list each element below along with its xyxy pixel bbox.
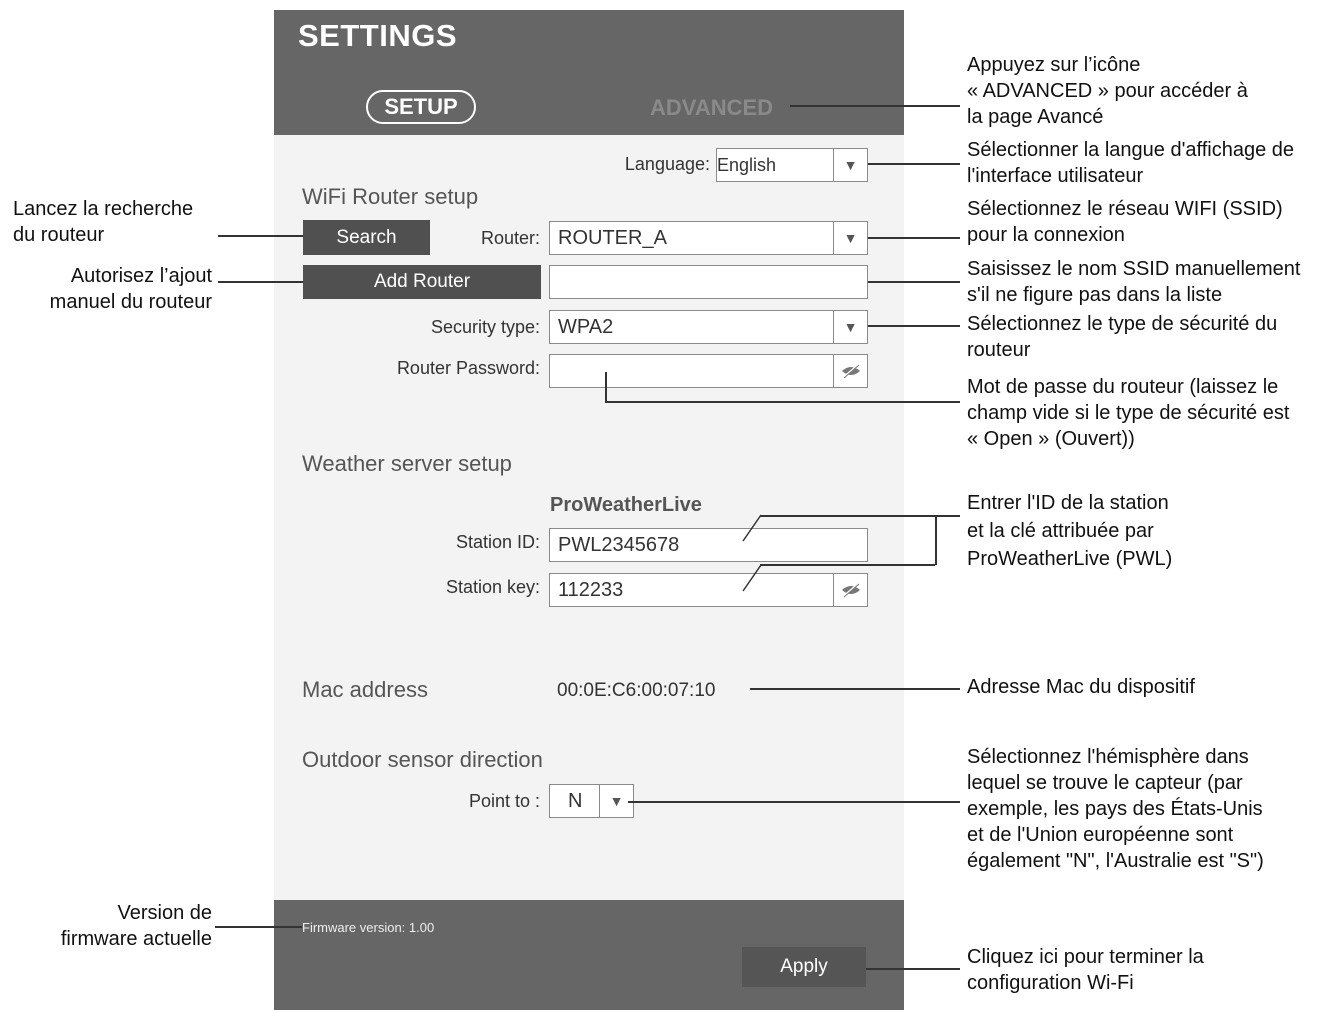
point-to-select[interactable] [549,784,634,818]
provider-name: ProWeatherLive [550,494,702,516]
security-type-value: WPA2 [558,316,614,338]
point-to-value: N [568,790,583,812]
callout-mac: Adresse Mac du dispositif [967,676,1195,698]
chevron-down-icon: ▼ [833,311,867,343]
point-to-label: Point to : [468,791,540,811]
station-key-value: 112233 [558,579,624,601]
language-label: Language: [624,154,710,174]
chevron-down-icon: ▼ [833,149,867,181]
callout-firmware: Version de firmware actuelle [60,902,212,950]
callout-line-router [868,237,960,239]
router-label: Router: [480,228,540,248]
station-key-label: Station key: [445,577,540,597]
chevron-down-icon: ▼ [833,222,867,254]
mac-address-label: Mac address [302,677,428,702]
mac-address-value: 00:0E:C6:00:07:10 [557,680,716,701]
callout-line-security [868,325,960,327]
wifi-section-title: WiFi Router setup [302,184,479,209]
weather-section-title: Weather server setup [302,451,512,476]
router-password-field[interactable] [549,354,868,388]
language-value: English [717,155,777,175]
language-select[interactable] [716,148,868,182]
callout-add-router: Autorisez l’ajout manuel du routeur [49,265,212,313]
add-router-button[interactable]: Add Router [303,265,541,299]
manual-ssid-field[interactable] [549,265,868,299]
callout-search: Lancez la recherche du routeur [13,198,194,246]
callout-password: Mot de passe du routeur (laissez le champ vide si le type de sécurité est « Open » (Ouvert)) [967,376,1290,450]
callout-sensor: Sélectionnez l'hémisphère dans lequel se trouve le capteur (par exemple, les pays des États-Unis et de l'Union européenne sont également "N", l'Australie est "S") [967,746,1264,872]
security-type-label: Security type: [430,317,540,337]
callout-line-station-h1 [935,515,960,517]
firmware-version: Firmware version: 1.00 [302,920,435,935]
security-type-select[interactable] [549,310,868,344]
callout-language: Sélectionner la langue d'affichage de l'interface utilisateur [967,139,1295,187]
callout-line-apply [866,968,960,970]
hide-key-icon[interactable] [833,574,867,606]
station-id-label: Station ID: [455,532,540,552]
chevron-down-icon: ▼ [599,785,633,817]
apply-button[interactable]: Apply [742,947,866,987]
page-title: SETTINGS [298,18,458,53]
callout-line-station-key [760,564,935,566]
station-key-field[interactable] [549,573,868,607]
callout-line-password-h [605,401,960,403]
callout-station: Entrer l'ID de la station et la clé attribuée par ProWeatherLive (PWL) [967,492,1173,570]
callout-line-firmware [215,926,302,928]
callout-security: Sélectionnez le type de sécurité du routeur [967,313,1278,361]
callout-apply: Cliquez ici pour terminer la configuration Wi-Fi [967,946,1204,994]
callout-line-add-router [218,281,303,283]
station-id-field[interactable]: PWL2345678 [549,528,868,562]
callout-line-sensor [628,801,960,803]
tab-advanced[interactable]: ADVANCED [650,95,774,120]
callout-line-password-v [605,372,607,402]
callout-line-advanced [790,105,960,107]
callout-diagonal-lines [740,513,764,593]
callout-line-language [868,163,960,165]
callout-line-mac [750,688,960,690]
callout-line-manual-ssid [868,281,960,283]
router-select[interactable] [549,221,868,255]
callout-line-station-id [760,515,935,517]
sensor-section-title: Outdoor sensor direction [302,747,543,772]
callout-line-station-v [935,515,937,565]
callout-advanced: Appuyez sur l’icône « ADVANCED » pour accéder à la page Avancé [967,54,1248,128]
callout-router: Sélectionnez le réseau WIFI (SSID) pour la connexion [967,198,1283,246]
router-password-label: Router Password: [396,358,540,378]
callout-manual-ssid: Saisissez le nom SSID manuellement s'il ne figure pas dans la liste [967,258,1301,306]
hide-password-icon[interactable] [833,355,867,387]
tab-setup[interactable]: SETUP [366,90,476,124]
callout-line-search [218,235,303,237]
search-button[interactable]: Search [303,220,430,255]
router-value: ROUTER_A [558,227,667,249]
